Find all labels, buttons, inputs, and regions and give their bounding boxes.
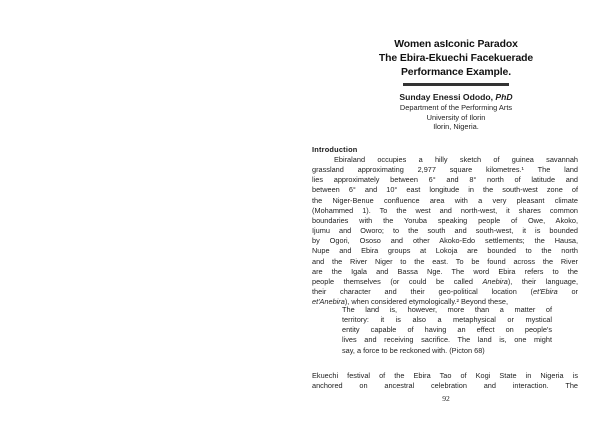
section-heading: Introduction (312, 145, 358, 154)
title-block (332, 38, 580, 132)
block-quote (342, 305, 552, 356)
body-line-segment: ), when considered etymologically.² Beyond these, (344, 297, 508, 307)
author-name: Sunday Enessi Ododo, (399, 92, 493, 102)
body-line: (Mohammed 1). To the west and north-west, it shares common (312, 205, 578, 215)
quote-line: entity capable of having an effect on people's (342, 325, 552, 335)
author-location: Ilorin, Nigeria. (433, 122, 479, 132)
quote-line: lives and receiving sacrifice. The land is, one might (342, 335, 552, 345)
quote-line: say, a force to be reckoned with. (Picton 68) (342, 345, 485, 355)
body-line: Ebiraland occupies a hilly sketch of guinea savannah (334, 155, 578, 164)
body-line (312, 287, 578, 297)
author-university: University of Ilorin (426, 112, 486, 122)
body-line: lies approximately between 6° and 8° north of latitude and (312, 175, 578, 185)
body-line: Nupe and Ebira groups at Lokoja are bounded to the north (312, 246, 578, 256)
page-number: 92 (442, 394, 450, 403)
body-line: Ekuechi festival of the Ebira Tao of Kogi State in Nigeria is (312, 371, 578, 380)
body-line-segment: their character and their geo-political location ( (312, 287, 534, 297)
body-line: anchored on ancestral celebration and interaction. The (312, 381, 578, 391)
body-line: are the Igala and Bassa Nge. The word Ebira refers to the (312, 266, 578, 276)
body-line: between 6° and 10° east longitude in the south-west zone of (312, 185, 578, 195)
body-line-segment: or (557, 287, 578, 297)
body-line: the Niger-Benue confluence area with a very pleasant climate (312, 195, 578, 205)
body-line-segment: ), their language, (507, 276, 578, 286)
body-line: by Ogori, Ososo and other Akoko-Edo settlements; the Hausa, (312, 236, 578, 246)
body-paragraph (312, 155, 578, 307)
title-line-1: Women asIconic Paradox (394, 39, 518, 50)
body-line-segment: people themselves (or could be called (312, 276, 483, 286)
body-line: Ijumu and Oworo; to the south and south-west, it is bounded (312, 226, 578, 236)
body-line-emphasis: Anebira (482, 276, 508, 286)
body-line: and the River Niger to the east. To be found across the River (312, 256, 578, 266)
body-line: grassland approximating 2,977 square kilometres.¹ The land (312, 165, 578, 175)
body-line: boundaries with the Yoruba speaking people of Owe, Akoko, (312, 215, 578, 225)
author-line (332, 92, 580, 103)
title-line-2: The Ebira-Ekuechi Facekuerade (378, 53, 534, 64)
body-line-emphasis: et'Ebira (533, 287, 558, 297)
body-line (312, 277, 578, 287)
quote-line: territory: it is also a metaphysical or mystical (342, 315, 552, 325)
document-page (312, 0, 580, 424)
title-divider (403, 83, 509, 86)
author-degree: PhD (495, 92, 513, 102)
quote-line: The land is, however, more than a matter of (342, 305, 552, 314)
body-paragraph-2 (312, 371, 578, 391)
author-department: Department of the Performing Arts (399, 103, 513, 112)
title-line-3: Performance Example. (400, 67, 512, 78)
body-line-emphasis: et'Anebira (312, 297, 345, 307)
